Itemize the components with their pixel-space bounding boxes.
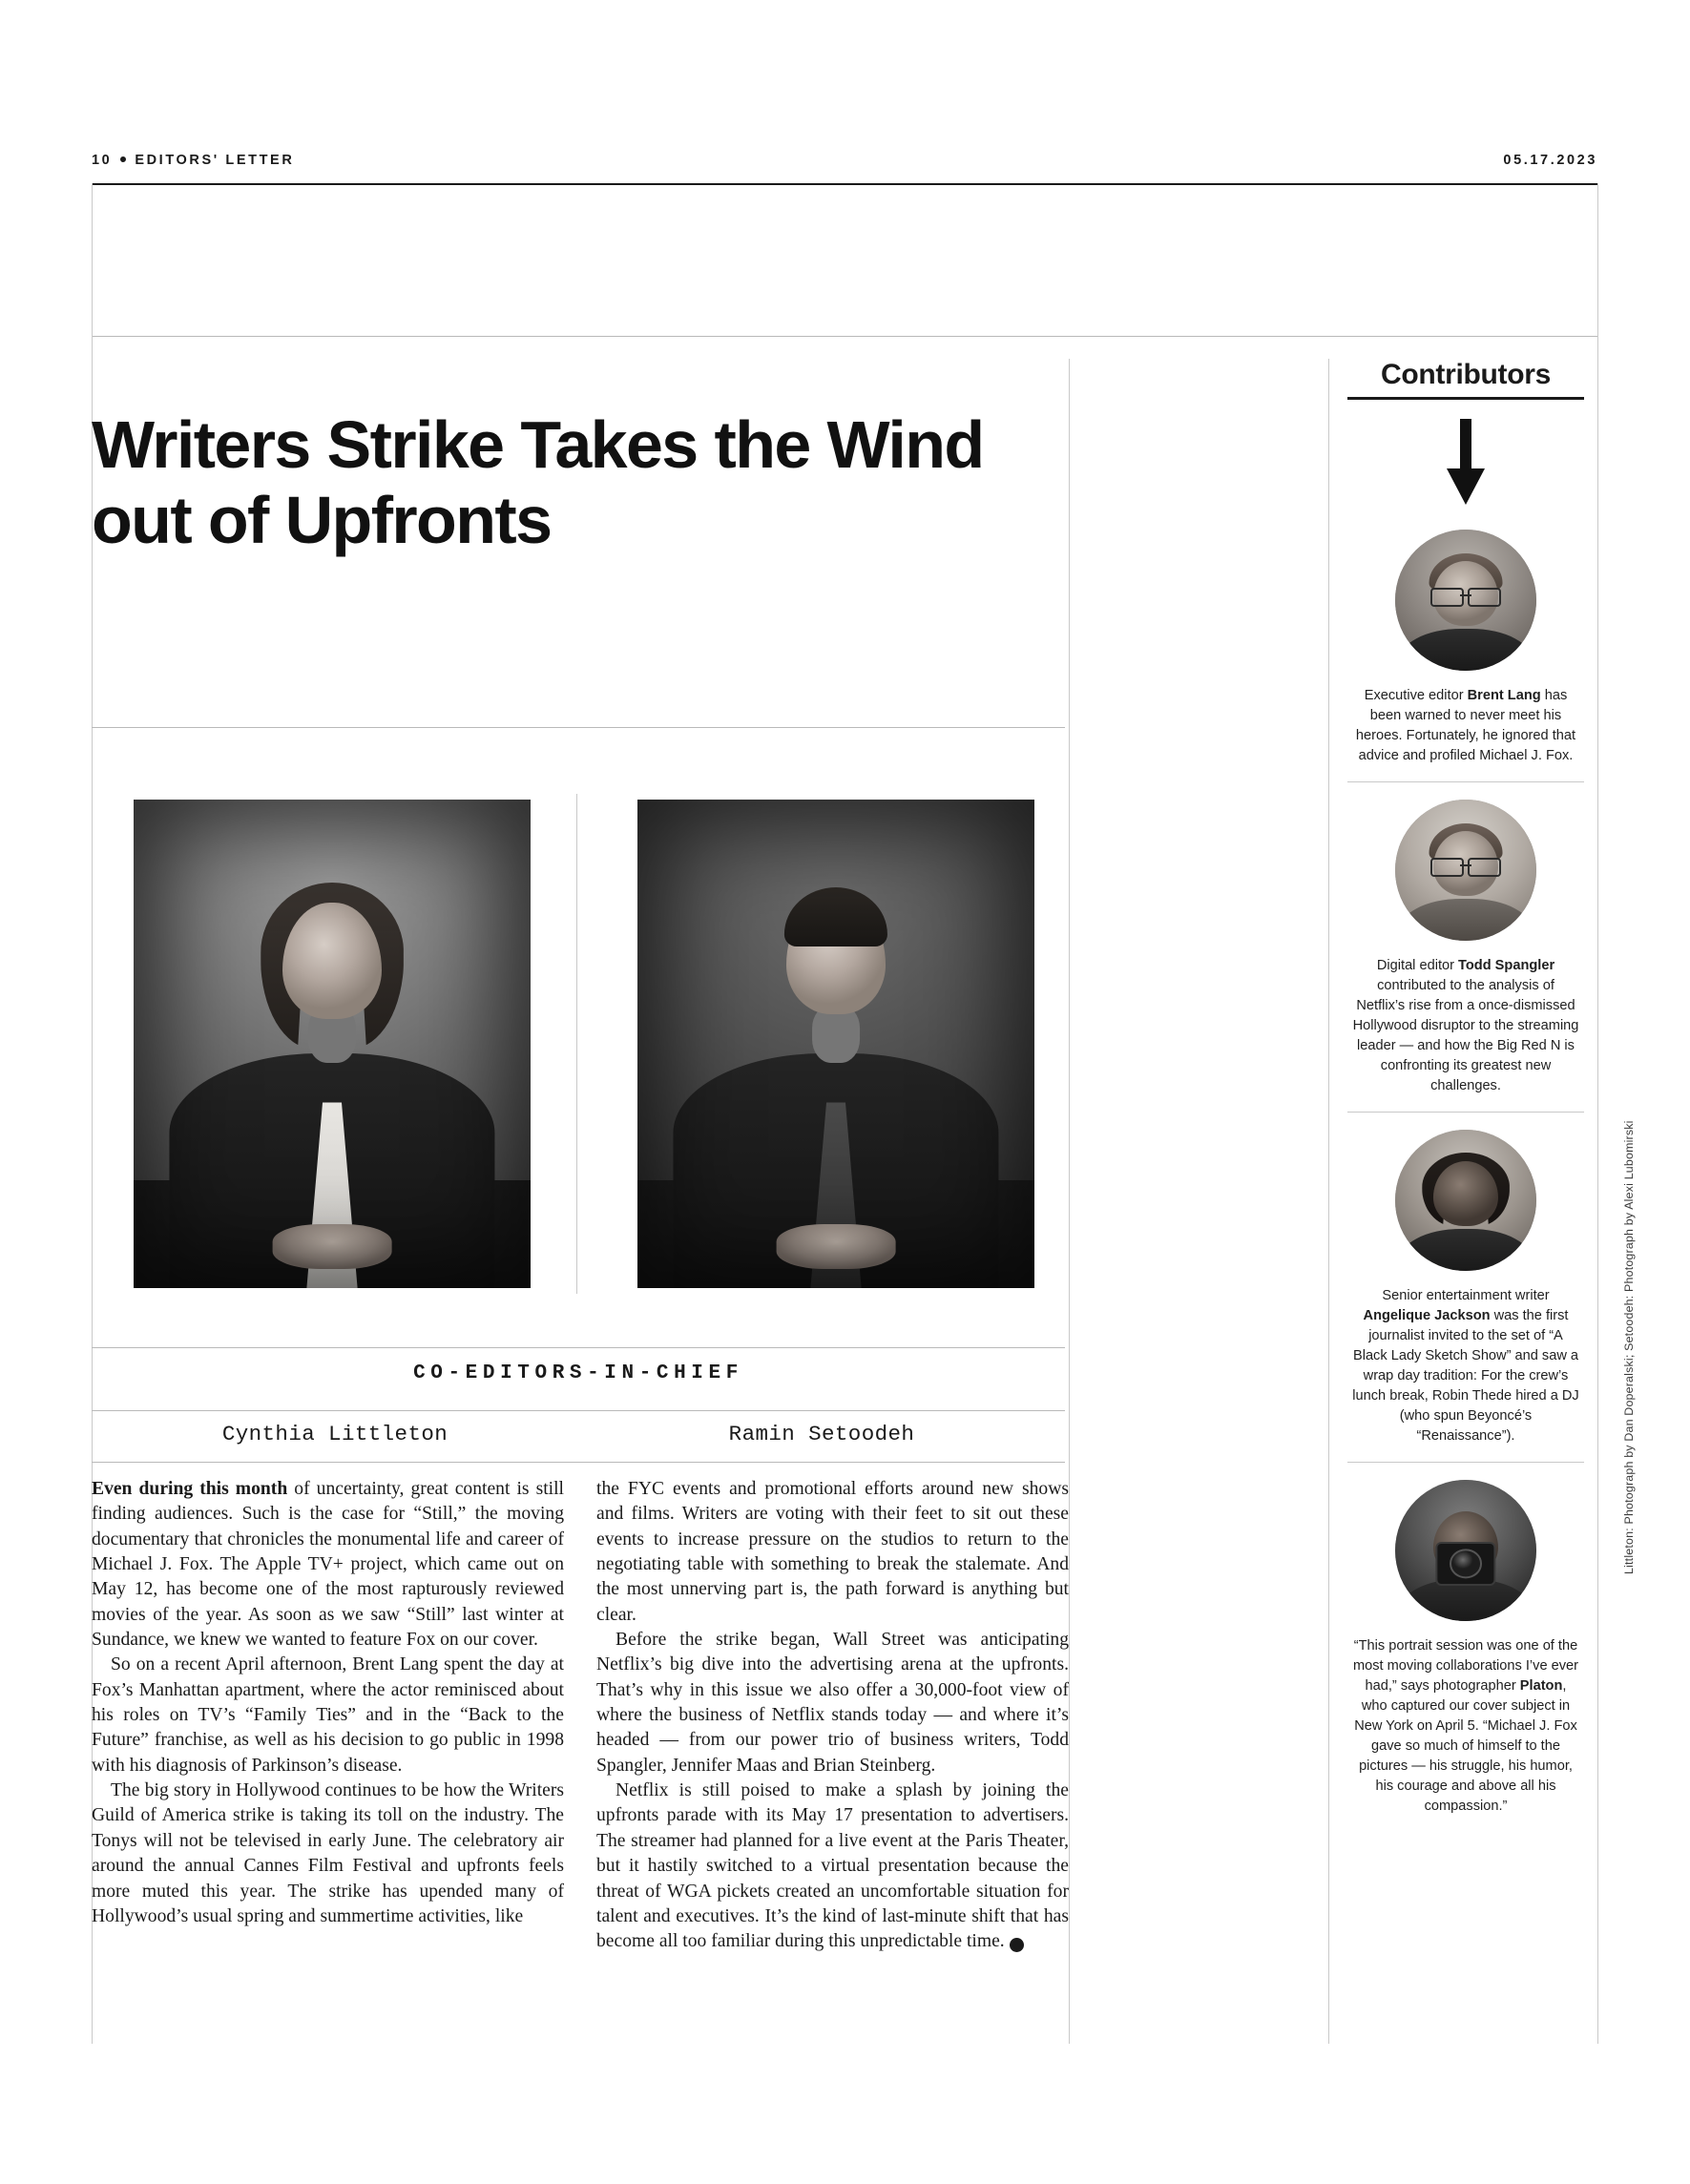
page-number: 10 [92,153,113,168]
avatar-face [1433,1161,1498,1226]
coeditors-label: CO-EDITORS-IN-CHIEF [413,1362,743,1384]
bullet-icon [120,156,126,162]
coeditors-bottom-rule [92,1462,1065,1463]
issue-date: 05.17.2023 [1503,153,1597,168]
contributor-bio: Digital editor Todd Spangler contributed to the analysis of Netflix’s rise from a once-dismissed Hollywood disruptor to the streaming leader — and how the Big Red N is confronting its greatest new challenges. [1352,958,1579,1093]
contributor-entry [1347,512,1584,781]
down-arrow-icon [1347,413,1584,512]
avatar-brent-lang [1395,530,1536,671]
photo-vignette [637,800,1034,1288]
body-column-2 [596,1477,1069,2046]
coeditor-name-left: Cynthia Littleton [221,1422,449,1446]
right-margin-rule [1597,183,1598,2044]
portrait-photo-left [134,800,531,1288]
contributor-bio: “This portrait session was one of the most moving collaborations I’ve ever had,” says photographer Platon, who captured our cover subject in New York on April 5. “Michael J. Fox gave so much of himself to the pictures — his struggle, his humor, his courage and above all his compassion.” [1352,1638,1579,1814]
glasses-icon [1430,588,1501,603]
avatar-angelique-jackson [1395,1130,1536,1271]
body-paragraph: So on a recent April afternoon, Brent Lang spent the day at Fox’s Manhattan apartment, where the actor reminisced about his roles on TV’s “Family Ties” and in the “Back to the Future” franchise, as well as his decision to go public in 1998 with his diagnosis of Parkinson’s disease. [92,1654,564,1776]
photo-vignette [134,800,531,1288]
body-paragraph: The big story in Hollywood continues to be how the Writers Guild of America strike is taking its toll on the industry. The Tonys will not be televised in early June. The celebratory air around the annual Cannes Film Festival and upfronts feels more muted this year. The strike has upended many of Hollywood’s usual spring and summertime activities, like [92,1780,564,1926]
contributor-name: Brent Lang [1467,688,1541,703]
photo-credit: Littleton: Photograph by Dan Doperalski; Setoodeh: Photograph by Alexi Lubomirski [1622,1120,1636,1574]
rail-left-rule [1328,359,1329,2044]
end-mark-icon: V [1010,1938,1024,1952]
running-head [92,153,1597,168]
contributors-rail [1347,359,1584,1832]
folio-group [92,153,294,168]
section-label: EDITORS' LETTER [135,153,295,168]
header-rule [92,183,1597,185]
avatar-todd-spangler [1395,800,1536,941]
contributor-name: Platon [1519,1678,1563,1694]
camera-icon [1435,1542,1495,1585]
body-paragraph: the FYC events and promotional efforts around new shows and films. Writers are voting with their feet to sit out these events to increase pressure on the studios to return to the negotiating table with something to break the stalemate. And the most unnerving part is, the path forward is anything but clear. [596,1479,1069,1625]
coeditors-names [92,1422,1065,1446]
body-paragraph: Netflix is still poised to make a splash by joining the upfronts parade with its May 17 presentation to advertisers. The streamer had planned for a live event at the Paris Theater, but it hastily switched to a virtual presentation because the threat of WGA pickets created an uncomfortable situation for talent and executives. It’s the kind of last-minute shift that has become all too familiar during this unpredictable time. V [596,1780,1069,1952]
contributors-title: Contributors [1380,359,1552,390]
avatar-platon [1395,1480,1536,1621]
page-title: Writers Strike Takes the Wind out of Upfronts [92,406,984,557]
glasses-icon [1430,858,1501,873]
contributor-bio: Senior entertainment writer Angelique Jackson was the first journalist invited to the set of “A Black Lady Sketch Show” and saw a wrap day tradition: For the crew’s lunch break, Robin Thede hired a DJ (who spun Beyoncé’s “Renaissance”). [1352,1288,1579,1444]
contributor-name: Todd Spangler [1458,958,1555,973]
contributors-list [1347,512,1584,1832]
body-paragraph: Before the strike began, Wall Street was anticipating Netflix’s big dive into the advertising arena at the upfronts. That’s why in this issue we also offer a 30,000-foot view of where the business of Netflix stands today — and where it’s headed — from our power trio of business writers, Todd Spangler, Jennifer Maas and Brian Steinberg. [596,1630,1069,1776]
body-column-1 [92,1477,564,2046]
lede-text: Even during this month [92,1479,288,1499]
contributor-entry [1347,1112,1584,1462]
coeditors-top-rule [92,1347,1065,1348]
secondary-rule [92,336,1597,337]
article-body [92,1477,1069,2046]
body-paragraph: Even during this month of uncertainty, great content is still finding audiences. Such is the case for “Still,” the moving documentary that chronicles the monumental life and career of Michael J. Fox. The Apple TV+ project, which came out on May 12, has become one of the most rapturously reviewed movies of the year. As soon as we saw “Still” last winter at Sundance, we knew we wanted to feature Fox on our cover. [92,1479,564,1651]
coeditors-mid-rule [92,1410,1065,1411]
contributors-title-rule [1347,397,1584,400]
contributor-bio: Executive editor Brent Lang has been warned to never meet his heroes. Fortunately, he ignored that advice and profiled Michael J. Fox. [1355,688,1576,763]
contributor-entry [1347,1462,1584,1832]
contributor-name: Angelique Jackson [1363,1308,1491,1323]
photo-divider-rule [576,794,577,1294]
headline-rule [92,727,1065,728]
main-column-right-rule [1069,359,1070,2044]
contributor-entry [1347,781,1584,1112]
portrait-photo-right [637,800,1034,1288]
coeditor-name-right: Ramin Setoodeh [728,1422,915,1446]
